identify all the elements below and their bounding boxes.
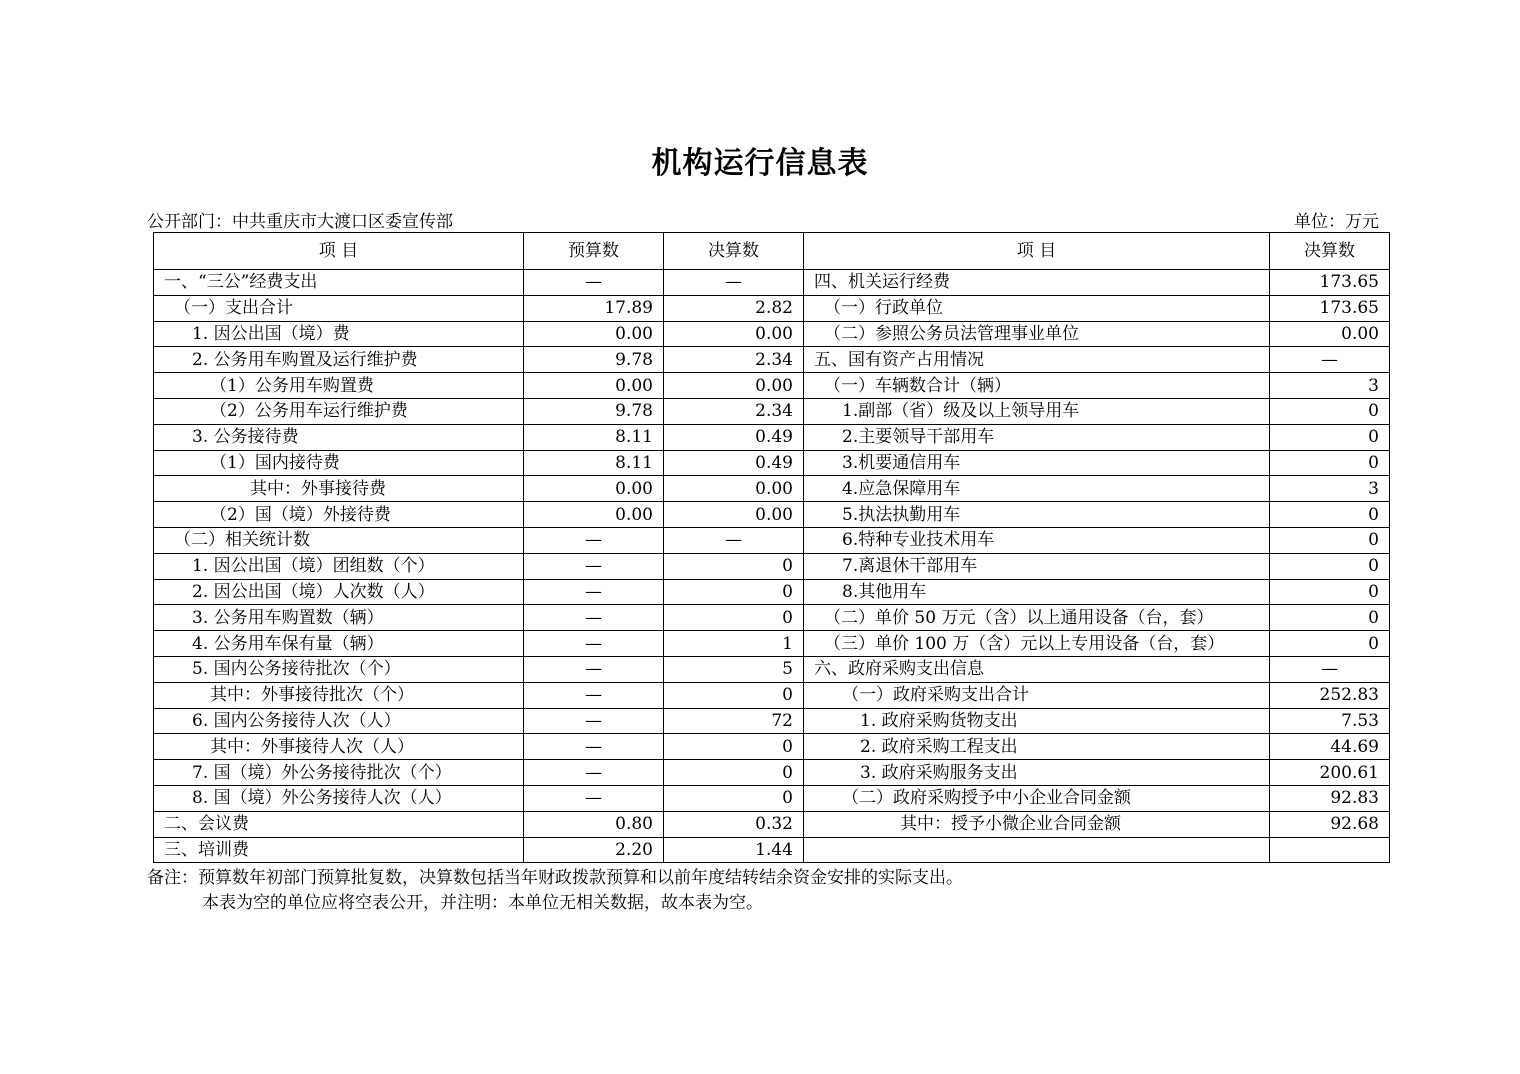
left-final-cell: 0.00 [664, 502, 804, 528]
right-final-cell: 3 [1270, 476, 1390, 502]
left-final-cell: 72 [664, 708, 804, 734]
left-budget-cell: — [524, 760, 664, 786]
table-row [154, 347, 1390, 373]
left-item-cell: 6. 国内公务接待人次（人） [154, 708, 524, 734]
right-item-cell: 2. 政府采购工程支出 [804, 734, 1270, 760]
left-item-cell: 3. 公务接待费 [154, 424, 524, 450]
left-item-cell: 1. 因公出国（境）团组数（个） [154, 553, 524, 579]
table-row [154, 579, 1390, 605]
table-row [154, 708, 1390, 734]
right-final-cell: 0 [1270, 450, 1390, 476]
left-budget-cell: 0.00 [524, 373, 664, 399]
left-final-cell: 5 [664, 656, 804, 682]
right-item-cell [804, 837, 1270, 863]
table-row [154, 656, 1390, 682]
note-line-2: 本表为空的单位应将空表公开，并注明：本单位无相关数据，故本表为空。 [202, 893, 763, 913]
right-item-cell: 2.主要领导干部用车 [804, 424, 1270, 450]
table-meta [147, 207, 1379, 231]
left-item-cell: （1）国内接待费 [154, 450, 524, 476]
table-row [154, 527, 1390, 553]
right-item-cell: 五、国有资产占用情况 [804, 347, 1270, 373]
left-budget-cell: — [524, 708, 664, 734]
left-budget-cell: 9.78 [524, 347, 664, 373]
right-final-cell: 0 [1270, 527, 1390, 553]
right-final-cell: 7.53 [1270, 708, 1390, 734]
left-budget-cell: 0.00 [524, 502, 664, 528]
left-item-cell: （二）相关统计数 [154, 527, 524, 553]
left-final-cell: 0.49 [664, 450, 804, 476]
page-title: 机构运行信息表 [651, 146, 869, 181]
left-item-cell: 一、“三公”经费支出 [154, 270, 524, 296]
left-final-cell: 2.82 [664, 295, 804, 321]
left-item-cell: （2）公务用车运行维护费 [154, 398, 524, 424]
left-final-cell: — [664, 270, 804, 296]
left-item-cell: 4. 公务用车保有量（辆） [154, 631, 524, 657]
left-budget-cell: — [524, 527, 664, 553]
right-final-cell: 252.83 [1270, 682, 1390, 708]
left-budget-cell: — [524, 270, 664, 296]
table-row [154, 785, 1390, 811]
right-item-cell: （一）车辆数合计（辆） [804, 373, 1270, 399]
right-item-cell: 1. 政府采购货物支出 [804, 708, 1270, 734]
header-right-item: 项 目 [804, 233, 1270, 270]
right-item-cell: 7.离退休干部用车 [804, 553, 1270, 579]
right-final-cell: 3 [1270, 373, 1390, 399]
right-final-cell: 92.83 [1270, 785, 1390, 811]
right-item-cell: 四、机关运行经费 [804, 270, 1270, 296]
right-item-cell: （一）政府采购支出合计 [804, 682, 1270, 708]
header-left-budget: 预算数 [524, 233, 664, 270]
left-budget-cell: 0.00 [524, 476, 664, 502]
left-final-cell: 0.00 [664, 373, 804, 399]
left-item-cell: 8. 国（境）外公务接待人次（人） [154, 785, 524, 811]
left-item-cell: 2. 公务用车购置及运行维护费 [154, 347, 524, 373]
left-item-cell: 7. 国（境）外公务接待批次（个） [154, 760, 524, 786]
left-budget-cell: — [524, 631, 664, 657]
info-table [153, 232, 1390, 863]
right-item-cell: （二）政府采购授予中小企业合同金额 [804, 785, 1270, 811]
left-item-cell: 其中：外事接待批次（个） [154, 682, 524, 708]
left-final-cell: 2.34 [664, 347, 804, 373]
department-label: 公开部门：中共重庆市大渡口区委宣传部 [147, 212, 453, 232]
table-row [154, 605, 1390, 631]
table-row [154, 553, 1390, 579]
left-final-cell: 2.34 [664, 398, 804, 424]
right-item-cell: 六、政府采购支出信息 [804, 656, 1270, 682]
left-budget-cell: 17.89 [524, 295, 664, 321]
right-final-cell: — [1270, 347, 1390, 373]
right-final-cell: 0 [1270, 398, 1390, 424]
table-row [154, 682, 1390, 708]
right-final-cell: — [1270, 656, 1390, 682]
left-budget-cell: — [524, 682, 664, 708]
right-item-cell: 其中：授予小微企业合同金额 [804, 811, 1270, 837]
left-final-cell: 0 [664, 579, 804, 605]
left-item-cell: （2）国（境）外接待费 [154, 502, 524, 528]
table-row [154, 295, 1390, 321]
table-row [154, 321, 1390, 347]
table-row [154, 476, 1390, 502]
right-final-cell: 0 [1270, 502, 1390, 528]
right-item-cell: （二）参照公务员法管理事业单位 [804, 321, 1270, 347]
left-budget-cell: 9.78 [524, 398, 664, 424]
left-item-cell: 三、培训费 [154, 837, 524, 863]
note-line-1: 备注：预算数年初部门预算批复数，决算数包括当年财政拨款预算和以前年度结转结余资金安排的实际支出。 [147, 868, 963, 888]
right-item-cell: 6.特种专业技术用车 [804, 527, 1270, 553]
header-left-item: 项 目 [154, 233, 524, 270]
table-row [154, 760, 1390, 786]
right-item-cell: 1.副部（省）级及以上领导用车 [804, 398, 1270, 424]
left-final-cell: 0 [664, 785, 804, 811]
right-final-cell: 0 [1270, 605, 1390, 631]
left-budget-cell: 8.11 [524, 450, 664, 476]
left-budget-cell: 0.00 [524, 321, 664, 347]
left-budget-cell: 0.80 [524, 811, 664, 837]
left-budget-cell: — [524, 656, 664, 682]
left-final-cell: 0 [664, 553, 804, 579]
table-row [154, 398, 1390, 424]
left-item-cell: 1. 因公出国（境）费 [154, 321, 524, 347]
table-row [154, 811, 1390, 837]
left-budget-cell: — [524, 785, 664, 811]
table-header-row [154, 233, 1390, 270]
left-final-cell: 0 [664, 760, 804, 786]
right-item-cell: 3.机要通信用车 [804, 450, 1270, 476]
left-budget-cell: — [524, 734, 664, 760]
left-final-cell: 0 [664, 734, 804, 760]
table-row [154, 734, 1390, 760]
left-final-cell: 0 [664, 682, 804, 708]
table-row [154, 424, 1390, 450]
table-row [154, 450, 1390, 476]
table-row [154, 837, 1390, 863]
right-final-cell: 44.69 [1270, 734, 1390, 760]
right-item-cell: 8.其他用车 [804, 579, 1270, 605]
left-budget-cell: — [524, 553, 664, 579]
left-budget-cell: 2.20 [524, 837, 664, 863]
right-final-cell: 173.65 [1270, 270, 1390, 296]
left-final-cell: 0.00 [664, 476, 804, 502]
left-final-cell: 0.00 [664, 321, 804, 347]
left-budget-cell: — [524, 605, 664, 631]
right-final-cell: 173.65 [1270, 295, 1390, 321]
right-item-cell: 3. 政府采购服务支出 [804, 760, 1270, 786]
right-final-cell: 0 [1270, 553, 1390, 579]
left-item-cell: 3. 公务用车购置数（辆） [154, 605, 524, 631]
right-item-cell: （三）单价 100 万（含）元以上专用设备（台，套） [804, 631, 1270, 657]
table-row [154, 373, 1390, 399]
right-item-cell: （一）行政单位 [804, 295, 1270, 321]
header-left-final: 决算数 [664, 233, 804, 270]
right-final-cell: 0 [1270, 424, 1390, 450]
left-item-cell: 其中：外事接待人次（人） [154, 734, 524, 760]
left-final-cell: 0.32 [664, 811, 804, 837]
table-row [154, 631, 1390, 657]
left-item-cell: 2. 因公出国（境）人次数（人） [154, 579, 524, 605]
right-final-cell: 200.61 [1270, 760, 1390, 786]
left-item-cell: 5. 国内公务接待批次（个） [154, 656, 524, 682]
left-final-cell: 0 [664, 605, 804, 631]
table-body [154, 270, 1390, 863]
right-final-cell: 0.00 [1270, 321, 1390, 347]
left-item-cell: 二、会议费 [154, 811, 524, 837]
header-right-final: 决算数 [1270, 233, 1390, 270]
notes [147, 866, 963, 916]
left-item-cell: （一）支出合计 [154, 295, 524, 321]
right-item-cell: （二）单价 50 万元（含）以上通用设备（台，套） [804, 605, 1270, 631]
left-item-cell: （1）公务用车购置费 [154, 373, 524, 399]
left-budget-cell: — [524, 579, 664, 605]
unit-label: 单位：万元 [1294, 212, 1379, 232]
left-final-cell: 0.49 [664, 424, 804, 450]
right-final-cell: 0 [1270, 631, 1390, 657]
left-item-cell: 其中：外事接待费 [154, 476, 524, 502]
left-final-cell: — [664, 527, 804, 553]
right-item-cell: 5.执法执勤用车 [804, 502, 1270, 528]
left-final-cell: 1.44 [664, 837, 804, 863]
table-row [154, 270, 1390, 296]
right-final-cell: 0 [1270, 579, 1390, 605]
right-item-cell: 4.应急保障用车 [804, 476, 1270, 502]
right-final-cell: 92.68 [1270, 811, 1390, 837]
right-final-cell [1270, 837, 1390, 863]
left-budget-cell: 8.11 [524, 424, 664, 450]
left-final-cell: 1 [664, 631, 804, 657]
table-row [154, 502, 1390, 528]
